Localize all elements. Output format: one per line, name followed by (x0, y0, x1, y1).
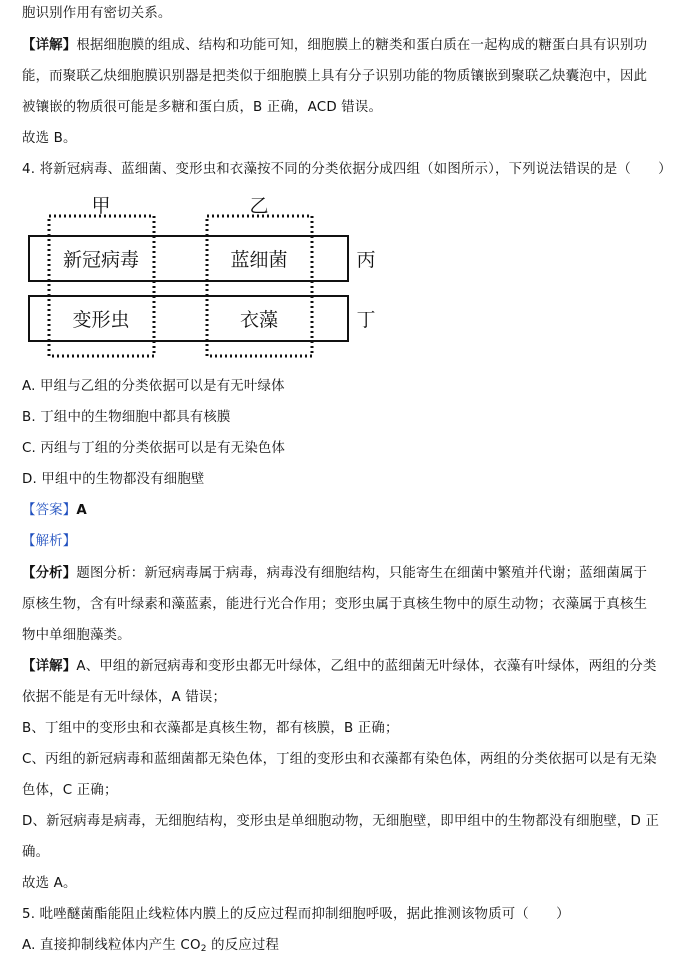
group-yi-label: 乙 (249, 195, 269, 217)
question-4: 4. 将新冠病毒、蓝细菌、变形虫和衣藻按不同的分类依据分成四组（如图所示），下列说法错误的是（ ） (22, 162, 672, 177)
group-jia-label: 甲 (91, 195, 111, 217)
text-line: B、丁组中的变形虫和衣藻都是真核生物，都有核膜，B 正确； (22, 721, 399, 736)
text-segment: A、甲组的新冠病毒和变形虫都无叶绿体，乙组中的蓝细菌无叶绿体，衣藻有叶绿体，两组的分类 (76, 659, 657, 674)
question-5-option-a (22, 936, 678, 959)
option-c: C. 丙组与丁组的分类依据可以是有无染色体 (22, 441, 286, 456)
cell-cyanobacteria: 蓝细菌 (230, 249, 288, 271)
text-line: 能，而聚联乙炔细胞膜识别器是把类似于细胞膜上具有分子识别功能的物质镶嵌到聚联乙炔囊泡中，因此 (22, 69, 648, 84)
text-segment: 的反应过程 (206, 938, 280, 953)
text-line: 被镶嵌的物质很可能是多糖和蛋白质，B 正确，ACD 错误。 (22, 100, 383, 115)
text-segment: A. 直接抑制线粒体内产生 CO (22, 938, 201, 953)
text-segment: 根据细胞膜的组成、结构和功能可知，细胞膜上的糖类和蛋白质在一起构成的糖蛋白具有识别功 (76, 38, 648, 53)
group-ding-label: 丁 (356, 309, 376, 331)
text-line (22, 564, 678, 584)
option-a: A. 甲组与乙组的分类依据可以是有无叶绿体 (22, 379, 285, 394)
subscript: 2 (200, 944, 207, 954)
text-line: 确。 (22, 845, 50, 860)
cell-coronavirus: 新冠病毒 (62, 249, 140, 271)
question-5: 5. 吡唑醚菌酯能阻止线粒体内膜上的反应过程而抑制细胞呼吸，据此推测该物质可（ ） (22, 907, 570, 922)
text-segment: 题图分析：新冠病毒属于病毒，病毒没有细胞结构，只能寄生在细菌中繁殖并代谢；蓝细菌属于 (76, 566, 648, 581)
text-line: 色体，C 正确； (22, 783, 118, 798)
text-line: 胞识别作用有密切关系。 (22, 6, 172, 21)
cell-chlamydomonas: 衣藻 (239, 309, 279, 331)
text-line: 依据不能是有无叶绿体，A 错误； (22, 690, 227, 705)
analysis-sub-tag: 【分析】 (22, 566, 77, 581)
text-line (22, 657, 678, 677)
text-line: D、新冠病毒是病毒，无细胞结构，变形虫是单细胞动物，无细胞壁，即甲组中的生物都没有细胞壁，D 正 (22, 814, 660, 829)
text-line: 原核生物，含有叶绿素和藻蓝素，能进行光合作用；变形虫属于真核生物中的原生动物；衣藻属于真核生 (22, 597, 648, 612)
option-b: B. 丁组中的生物细胞中都具有核膜 (22, 410, 231, 425)
text-line: C、丙组的新冠病毒和蓝细菌都无染色体，丁组的变形虫和衣藻都有染色体，两组的分类依据可以是有无染 (22, 752, 657, 767)
classification-diagram (0, 190, 400, 370)
answer-tag: 【答案】 (22, 503, 77, 518)
detail-tag: 【详解】 (22, 659, 77, 674)
answer-value: A (76, 503, 87, 518)
text-line: 物中单细胞藻类。 (22, 628, 131, 643)
cell-amoeba: 变形虫 (72, 309, 130, 331)
text-line: 故选 B。 (22, 131, 77, 146)
text-line (22, 36, 678, 56)
answer-line (22, 501, 678, 521)
option-d: D. 甲组中的生物都没有细胞壁 (22, 472, 205, 487)
analysis-tag: 【解析】 (22, 534, 77, 549)
group-bing-label: 丙 (356, 249, 376, 271)
detail-tag: 【详解】 (22, 38, 77, 53)
text-line: 故选 A。 (22, 876, 77, 891)
